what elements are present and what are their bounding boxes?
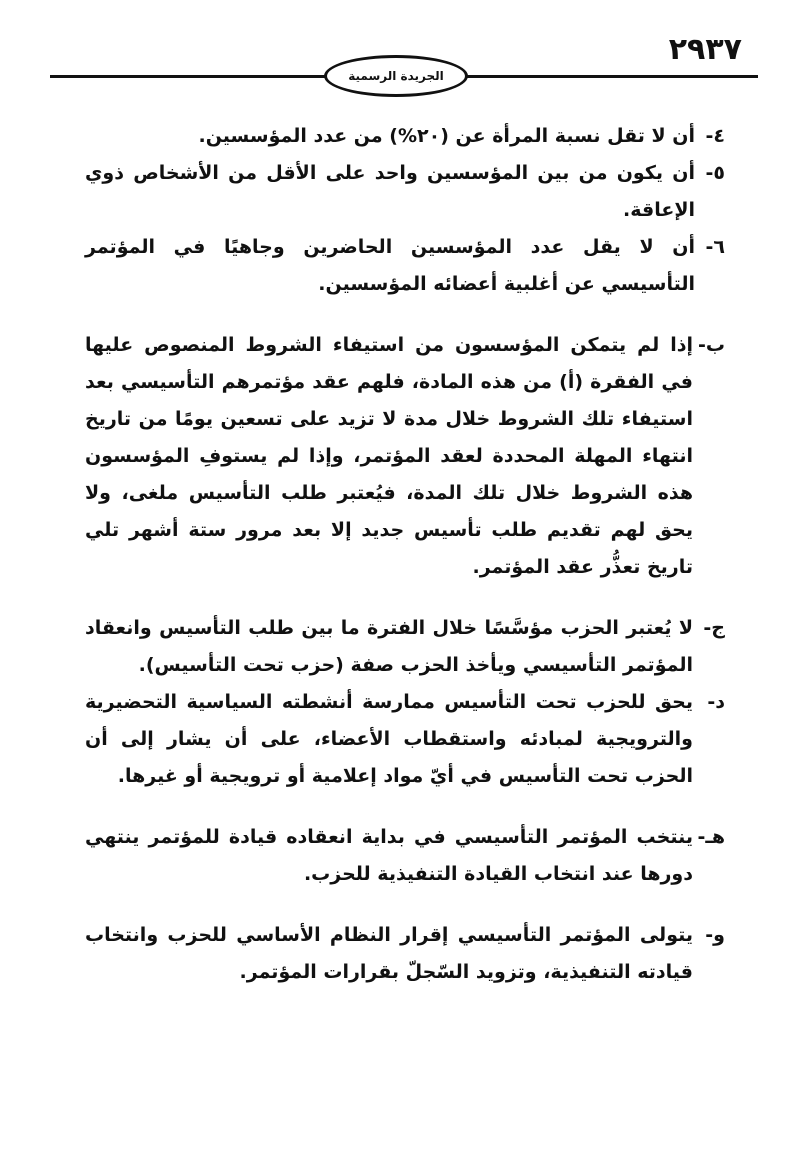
paragraph-b bbox=[85, 327, 725, 586]
sub-item-4 bbox=[85, 118, 725, 155]
paragraph-marker: و- bbox=[705, 924, 725, 946]
sub-item-marker: ٦- bbox=[705, 236, 725, 258]
spacer bbox=[85, 893, 725, 917]
paragraph-w bbox=[85, 917, 725, 991]
spacer bbox=[85, 303, 725, 327]
page-number: ٢٩٣٧ bbox=[668, 32, 742, 67]
sub-item-6 bbox=[85, 229, 725, 303]
sub-item-text: أن يكون من بين المؤسسين واحد على الأقل من الأشخاص ذوي الإعاقة. bbox=[85, 162, 695, 221]
paragraph-text: يحق للحزب تحت التأسيس ممارسة أنشطته السياسية التحضيرية والترويجية لمبادئه واستقطاب الأعضاء، على أن يشار إلى أن الحزب تحت التأسيس في أيّ مواد إعلامية أو ترويجية أو غيرها. bbox=[85, 691, 693, 787]
sub-item-marker: ٤- bbox=[705, 125, 725, 147]
sub-item-5 bbox=[85, 155, 725, 229]
paragraph-marker: ج- bbox=[703, 617, 725, 639]
document-body bbox=[85, 118, 725, 991]
spacer bbox=[85, 586, 725, 610]
paragraph-text: إذا لم يتمكن المؤسسون من استيفاء الشروط المنصوص عليها في الفقرة (أ) من هذه المادة، فلهم عقد مؤتمرهم التأسيسي بعد استيفاء تلك الشروط خلال مدة لا تزيد على تسعين يومًا من تاريخ انتهاء المهلة المحددة لعقد المؤتمر، وإذا لم يستوفِ المؤسسون هذه الشروط خلال تلك المدة، فيُعتبر طلب التأسيس ملغى، ولا يحق لهم تقديم طلب تأسيس جديد إلا بعد مرور ستة أشهر تلي تاريخ تعذُّر عقد المؤتمر. bbox=[85, 334, 693, 578]
sub-item-marker: ٥- bbox=[705, 162, 725, 184]
paragraph-marker: ب- bbox=[698, 334, 725, 356]
paragraph-text: لا يُعتبر الحزب مؤسَّسًا خلال الفترة ما بين طلب التأسيس وانعقاد المؤتمر التأسيسي ويأخذ الحزب صفة (حزب تحت التأسيس). bbox=[85, 617, 693, 676]
paragraph-h bbox=[85, 819, 725, 893]
gazette-title-badge bbox=[324, 55, 468, 97]
sub-item-text: أن لا يقل عدد المؤسسين الحاضرين وجاهيًا في المؤتمر التأسيسي عن أغلبية أعضائه المؤسسين. bbox=[85, 236, 695, 295]
paragraph-text: يتولى المؤتمر التأسيسي إقرار النظام الأساسي للحزب وانتخاب قيادته التنفيذية، وتزويد السّجلّ بقرارات المؤتمر. bbox=[85, 924, 693, 983]
paragraph-text: ينتخب المؤتمر التأسيسي في بداية انعقاده قيادة للمؤتمر ينتهي دورها عند انتخاب القيادة التنفيذية للحزب. bbox=[85, 826, 693, 885]
paragraph-marker: د- bbox=[707, 691, 725, 713]
paragraph-c bbox=[85, 610, 725, 684]
sub-item-text: أن لا تقل نسبة المرأة عن (٢٠%) من عدد المؤسسين. bbox=[198, 125, 695, 147]
paragraph-d bbox=[85, 684, 725, 795]
spacer bbox=[85, 795, 725, 819]
gazette-title: الجريدة الرسمية bbox=[348, 69, 444, 83]
paragraph-marker: هـ- bbox=[697, 826, 725, 848]
